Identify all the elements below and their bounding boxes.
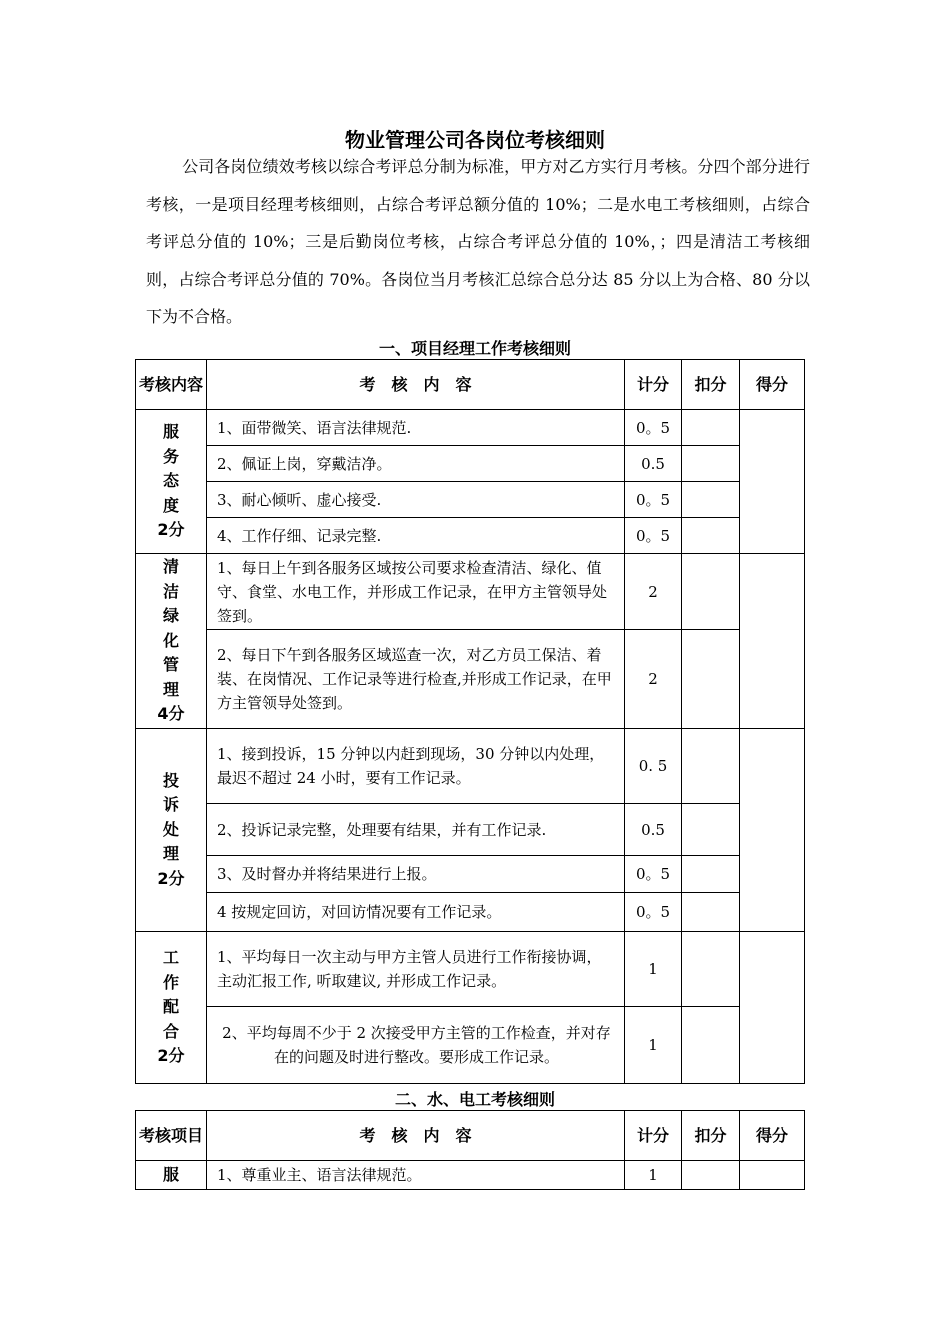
item-text: 1、接到投诉，15 分钟以内赶到现场，30 分钟以内处理，最迟不超过 24 小时，要有工作记录。: [207, 729, 625, 804]
item-score: 0。5: [625, 893, 682, 932]
category-service-attitude: 服 务 态 度 2分: [136, 410, 207, 554]
table-row: [136, 856, 805, 893]
item-deduct: [682, 410, 740, 446]
item-score: 1: [625, 932, 682, 1007]
header-content: 考 核 内 容: [207, 360, 625, 410]
item-deduct: [682, 554, 740, 630]
item-text: 1、面带微笑、语言法律规范.: [207, 410, 625, 446]
group-result: [740, 410, 805, 554]
item-score: 0.5: [625, 804, 682, 856]
header-category: 考核内容: [136, 360, 207, 410]
item-text: 2、佩证上岗，穿戴洁净。: [207, 446, 625, 482]
item-text: 3、及时督办并将结果进行上报。: [207, 856, 625, 893]
item-score: 0.5: [625, 446, 682, 482]
table-row: [136, 804, 805, 856]
document-title: 物业管理公司各岗位考核细则: [345, 128, 605, 152]
header-score: 计分: [625, 360, 682, 410]
intro-text: 公司各岗位绩效考核以综合考评总分制为标准，甲方对乙方实行月考核。分四个部分进行考核，一是项目经理考核细则，占综合考评总额分值的 10%；二是水电工考核细则，占综合考评总分值的 10%；三是后勤岗位考核，占综合考评总分值的 10%，；四是清洁工考核细则，占综合考评总分值的 70%。各岗位当月考核汇总综合总分达 85 分以上为合格、80 分以下为不合格。: [146, 157, 810, 327]
item-deduct: [682, 932, 740, 1007]
table-row: [136, 518, 805, 554]
table-row: [136, 1161, 805, 1190]
item-deduct: [682, 518, 740, 554]
header-content: 考 核 内 容: [207, 1111, 625, 1161]
item-text: 4 按规定回访，对回访情况要有工作记录。: [207, 893, 625, 932]
table-row: [136, 932, 805, 1007]
item-deduct: [682, 630, 740, 729]
header-deduct: 扣分: [682, 1111, 740, 1161]
item-deduct: [682, 446, 740, 482]
table-header-row: [136, 360, 805, 410]
table-row: [136, 554, 805, 630]
project-manager-table: [135, 359, 805, 1084]
item-deduct: [682, 1007, 740, 1084]
item-deduct: [682, 804, 740, 856]
item-text: 2、平均每周不少于 2 次接受甲方主管的工作检查，并对存在的问题及时进行整改。要形成工作记录。: [207, 1007, 625, 1084]
item-score: 0。5: [625, 518, 682, 554]
item-deduct: [682, 856, 740, 893]
item-score: 1: [625, 1161, 682, 1190]
item-score: 1: [625, 1007, 682, 1084]
electrician-table: [135, 1110, 805, 1190]
item-text: 3、耐心倾听、虚心接受.: [207, 482, 625, 518]
item-text: 2、每日下午到各服务区域巡查一次，对乙方员工保洁、着装、在岗情况、工作记录等进行检查,并形成工作记录，在甲方主管领导处签到。: [207, 630, 625, 729]
item-score: 0. 5: [625, 729, 682, 804]
item-score: 2: [625, 554, 682, 630]
item-text: 1、尊重业主、语言法律规范。: [207, 1161, 625, 1190]
item-text: 1、每日上午到各服务区域按公司要求检查清洁、绿化、值守、食堂、水电工作，并形成工作记录，在甲方主管领导处签到。: [207, 554, 625, 630]
item-deduct: [682, 1161, 740, 1190]
header-score: 计分: [625, 1111, 682, 1161]
section2-title: 二、水、电工考核细则: [394, 1090, 555, 1109]
table-row: [136, 482, 805, 518]
category-work-cooperation: 工 作 配 合 2分: [136, 932, 207, 1084]
item-score: 0。5: [625, 482, 682, 518]
category-cleaning-greening: 清 洁 绿 化 管 理 4分: [136, 554, 207, 729]
table-row: [136, 446, 805, 482]
item-deduct: [682, 482, 740, 518]
item-text: 1、平均每日一次主动与甲方主管人员进行工作衔接协调，主动汇报工作, 听取建议, 并形成工作记录。: [207, 932, 625, 1007]
item-text: 4、工作仔细、记录完整.: [207, 518, 625, 554]
group-result: [740, 932, 805, 1084]
header-category: 考核项目: [136, 1111, 207, 1161]
group-result: [740, 554, 805, 729]
header-deduct: 扣分: [682, 360, 740, 410]
item-result: [740, 1161, 805, 1190]
item-score: 0。5: [625, 856, 682, 893]
header-result: 得分: [740, 360, 805, 410]
group-result: [740, 729, 805, 932]
item-text: 2、投诉记录完整，处理要有结果，并有工作记录.: [207, 804, 625, 856]
item-deduct: [682, 729, 740, 804]
section1-title: 一、项目经理工作考核细则: [378, 339, 571, 358]
item-score: 2: [625, 630, 682, 729]
category-complaint-handling: 投 诉 处 理 2分: [136, 729, 207, 932]
table-row: [136, 1007, 805, 1084]
category-service: 服: [136, 1161, 207, 1190]
item-score: 0。5: [625, 410, 682, 446]
header-result: 得分: [740, 1111, 805, 1161]
table-row: [136, 630, 805, 729]
table-header-row: [136, 1111, 805, 1161]
item-deduct: [682, 893, 740, 932]
table-row: [136, 729, 805, 804]
table-row: [136, 893, 805, 932]
intro-paragraph: [146, 148, 810, 336]
table-row: [136, 410, 805, 446]
